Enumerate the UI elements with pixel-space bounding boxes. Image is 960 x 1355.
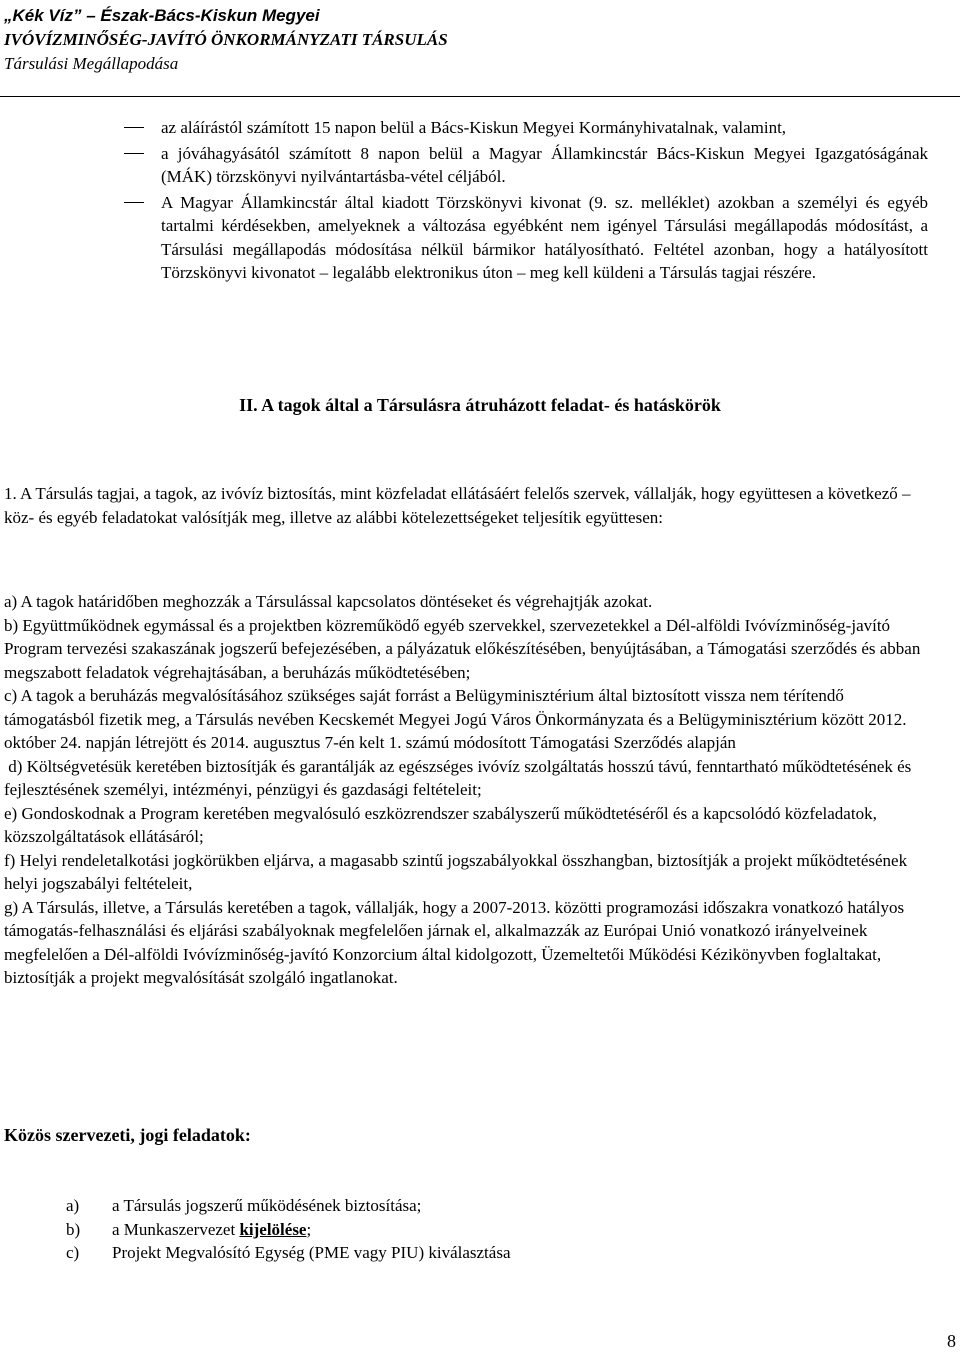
list-item-text: Projekt Megvalósító Egység (PME vagy PIU) kiválasztása	[112, 1243, 511, 1262]
point-d: d) Költségvetésük keretében biztosítják és garantálják az egészséges ivóvíz szolgáltatás hosszú távú, fenntartható működtetésének és fejlesztésének személyi, intézményi, pénzügyi és gazdasági feltételeit;	[4, 756, 916, 799]
list-item: az aláírástól számított 15 napon belül a Bács-Kiskun Megyei Kormányhivatalnak, valamint,	[0, 116, 960, 140]
point-a: a) A tagok határidőben meghozzák a Társulással kapcsolatos döntéseket és végrehajtják azokat.	[4, 592, 653, 611]
dash-bullet-icon	[124, 127, 144, 128]
dash-bullet-icon	[124, 153, 144, 154]
list-item-emphasis: kijelölése	[239, 1219, 307, 1239]
intro-paragraph: 1. A Társulás tagjai, a tagok, az ivóvíz biztosítás, mint közfeladat ellátásáért felelős szervek, vállalják, hogy együttesen a következő – köz- és egyéb feladatokat valósítják meg, illetve az alábbi kötelezettségeket teljesítik együttesen:	[4, 484, 911, 527]
list-item-text-pre: a Munkaszervezet	[112, 1219, 240, 1239]
header-association-name: IVÓVÍZMINŐSÉG-JAVÍTÓ ÖNKORMÁNYZATI TÁRSULÁS	[4, 30, 448, 49]
section-title: II. A tagok által a Társulásra átruházott feladat- és hatáskörök	[239, 395, 721, 415]
point-b: b) Együttműködnek egymással és a projektben közreműködő egyéb szervekkel, szervezetekkel a Dél-alföldi Ivóvízminőség-javító Program tervezési szakaszának jogszerű befejezésében, a pályázatuk előkészítésében, benyújtásában, a Támogatási szerződés és abban megszabott feladatok végrehajtásában, a beruházás működtetésében;	[4, 615, 921, 682]
list-item-label: a)	[66, 1196, 80, 1215]
document-header	[4, 4, 448, 76]
section-heading: Közös szervezeti, jogi feladatok:	[4, 1125, 251, 1145]
header-divider	[0, 96, 960, 97]
point-c: c) A tagok a beruházás megvalósításához szükséges saját forrást a Belügyminisztérium által biztosított vissza nem térítendő támogatásból fizetik meg, a Társulás nevében Kecskemét Megyei Jogú Város Önkormányzata és a Belügyminisztérium között 2012. október 24. napján létrejött és 2014. augusztus 7-én kelt 1. számú módosított Támogatási Szerződés alapján	[4, 686, 907, 752]
list-item	[66, 1241, 511, 1265]
alpha-list	[66, 1194, 511, 1265]
list-item-label: b)	[66, 1219, 81, 1239]
header-title: „Kék Víz” – Észak-Bács-Kiskun Megyei	[4, 6, 320, 25]
list-item	[66, 1194, 511, 1218]
point-e: e) Gondoskodnak a Program keretében megvalósuló eszközrendszer szabályszerű működtetéséről és a kapcsolódó közfeladatok, közszolgáltatások ellátásáról;	[4, 803, 877, 846]
intro-paragraph-block	[4, 482, 928, 529]
point-g: g) A Társulás, illetve, a Társulás keretében a tagok, vállalják, hogy a 2007-2013. közötti programozási időszakra vonatkozó hatályos támogatás-felhasználási és eljárási szabályoknak megfelelően járnak el, alkalmazzák az Európai Unió vonatkozó irányelveinek megfelelően a Dél-alföldi Ivóvízminőség-javító Konzorcium által kidolgozott, Üzemeltetői Működési Kézikönyvben foglaltakat, biztosítják a projekt megvalósítását szolgáló ingatlanokat.	[4, 897, 905, 987]
dash-list	[0, 116, 960, 287]
point-f: f) Helyi rendeletalkotási jogkörükben eljárva, a magasabb szintű jogszabályokkal összhangban, biztosítják a projekt működtetésének helyi jogszabályi feltételeit,	[4, 850, 908, 893]
list-item-label: c)	[66, 1243, 80, 1262]
list-item-text: a Társulás jogszerű működésének biztosítása;	[112, 1196, 422, 1215]
header-subtitle: Társulási Megállapodása	[4, 54, 179, 73]
list-item-text-post: ;	[306, 1219, 312, 1239]
list-item: a jóváhagyásától számított 8 napon belül a Magyar Államkincstár Bács-Kiskun Megyei Igazgatóságának (MÁK) törzskönyvi nyilvántartásba-vétel céljából.	[0, 142, 960, 189]
list-item: A Magyar Államkincstár által kiadott Törzskönyvi kivonat (9. sz. melléklet) azokban a személyi és egyéb tartalmi kérdésekben, amelyeknek a változása egyébként nem igényel Társulási megállapodás módosítást, a Társulási megállapodás módosítása nélkül bármikor hatályosítható. Feltétel azonban, hogy a hatályosított Törzskönyvi kivonatot – legalább elektronikus úton – meg kell küldeni a Társulás tagjai részére.	[0, 191, 960, 285]
page-number: 8	[947, 1330, 956, 1351]
dash-bullet-icon	[124, 202, 144, 203]
list-item	[66, 1218, 511, 1242]
points-block	[4, 590, 928, 990]
